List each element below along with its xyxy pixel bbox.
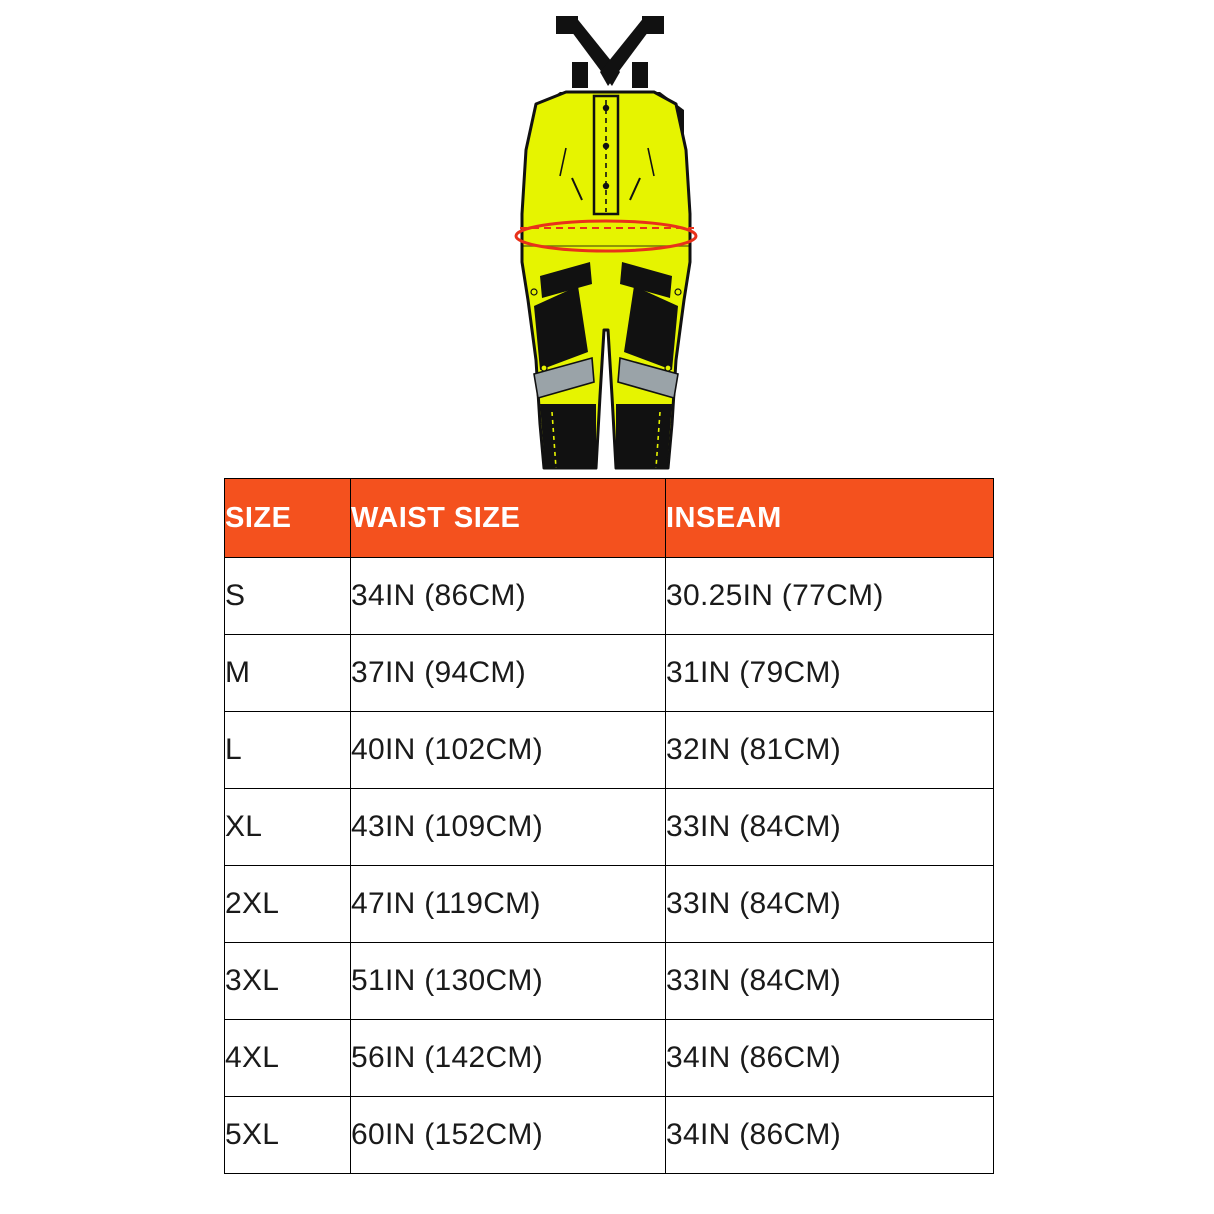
size-chart-table	[224, 478, 994, 1174]
cell-waist: 43IN (109CM)	[351, 789, 666, 866]
table-row	[225, 866, 994, 943]
cell-size: L	[225, 712, 351, 789]
table-row	[225, 1097, 994, 1174]
cell-waist: 34IN (86CM)	[351, 558, 666, 635]
cell-size: 2XL	[225, 866, 351, 943]
cell-waist: 60IN (152CM)	[351, 1097, 666, 1174]
cell-inseam: 32IN (81CM)	[666, 712, 994, 789]
cell-size: 5XL	[225, 1097, 351, 1174]
cell-inseam: 33IN (84CM)	[666, 866, 994, 943]
cell-size: M	[225, 635, 351, 712]
table-header-row	[225, 479, 994, 558]
table-row	[225, 1020, 994, 1097]
cell-waist: 47IN (119CM)	[351, 866, 666, 943]
cell-size: 3XL	[225, 943, 351, 1020]
cell-inseam: 33IN (84CM)	[666, 789, 994, 866]
cell-size: 4XL	[225, 1020, 351, 1097]
cell-inseam: 31IN (79CM)	[666, 635, 994, 712]
cell-inseam: 33IN (84CM)	[666, 943, 994, 1020]
table-row	[225, 943, 994, 1020]
table-row	[225, 712, 994, 789]
column-header-waist-size: WAIST SIZE	[351, 479, 666, 558]
cell-waist: 56IN (142CM)	[351, 1020, 666, 1097]
table-body	[225, 558, 994, 1174]
column-header-size: SIZE	[225, 479, 351, 558]
table-row	[225, 558, 994, 635]
cell-size: S	[225, 558, 351, 635]
cell-waist: 40IN (102CM)	[351, 712, 666, 789]
cell-inseam: 34IN (86CM)	[666, 1097, 994, 1174]
suspender-straps-icon	[556, 16, 664, 88]
cell-size: XL	[225, 789, 351, 866]
bib-overalls-illustration	[0, 0, 1214, 478]
cell-waist: 51IN (130CM)	[351, 943, 666, 1020]
cell-inseam: 34IN (86CM)	[666, 1020, 994, 1097]
cell-waist: 37IN (94CM)	[351, 635, 666, 712]
table-row	[225, 789, 994, 866]
column-header-inseam: INSEAM	[666, 479, 994, 558]
cell-inseam: 30.25IN (77CM)	[666, 558, 994, 635]
table-header	[225, 479, 994, 558]
table-row	[225, 635, 994, 712]
